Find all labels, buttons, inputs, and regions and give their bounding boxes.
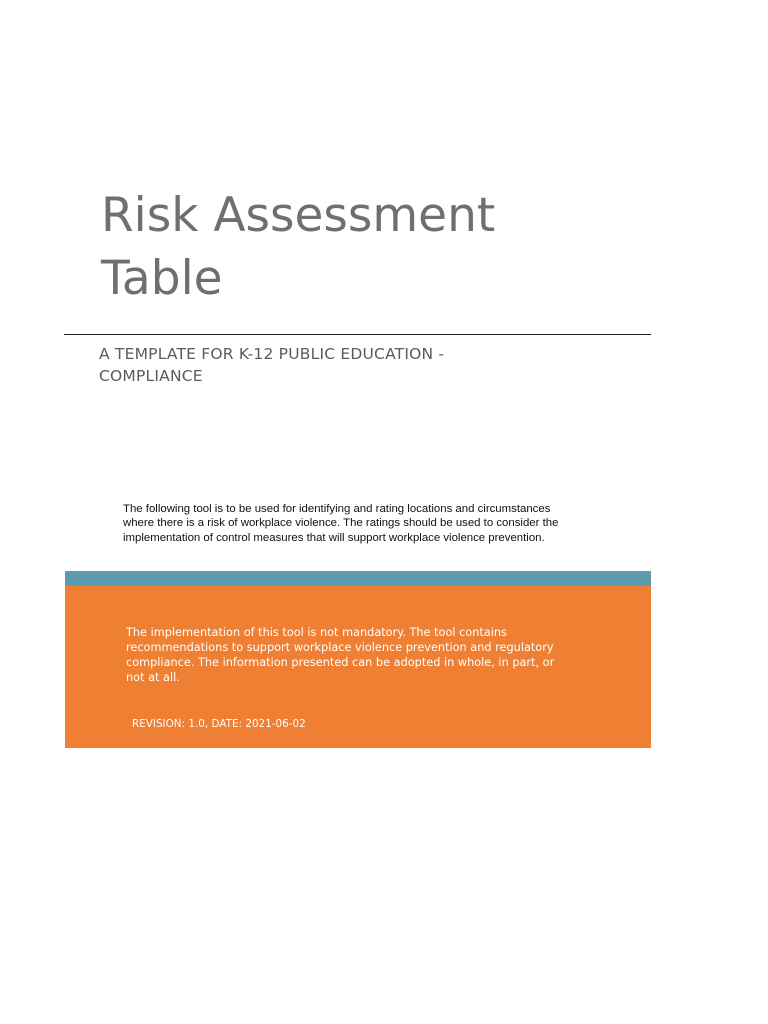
disclaimer-box <box>65 586 651 748</box>
document-title-line-2: Table <box>101 251 223 306</box>
document-title-line-1: Risk Assessment <box>101 188 496 243</box>
document-subtitle <box>99 343 619 387</box>
teal-accent-band <box>65 571 651 586</box>
intro-paragraph: The following tool is to be used for identifying and rating locations and circumstances where there is a risk of workplace violence. The ratings should be used to consider the implementation of control measures that will support workplace violence prevention. <box>123 503 559 544</box>
document-subtitle-line-1: A TEMPLATE FOR K-12 PUBLIC EDUCATION - <box>99 345 445 363</box>
disclaimer-text: The implementation of this tool is not mandatory. The tool contains recommendations to support workplace violence prevention and regulatory compliance. The information presented can be adopted in whole, in part, or not at all. <box>126 626 555 684</box>
document-subtitle-line-2: COMPLIANCE <box>99 367 203 385</box>
title-divider <box>64 334 651 335</box>
document-title <box>101 184 661 310</box>
revision-info: REVISION: 1.0, DATE: 2021-06-02 <box>132 718 306 730</box>
